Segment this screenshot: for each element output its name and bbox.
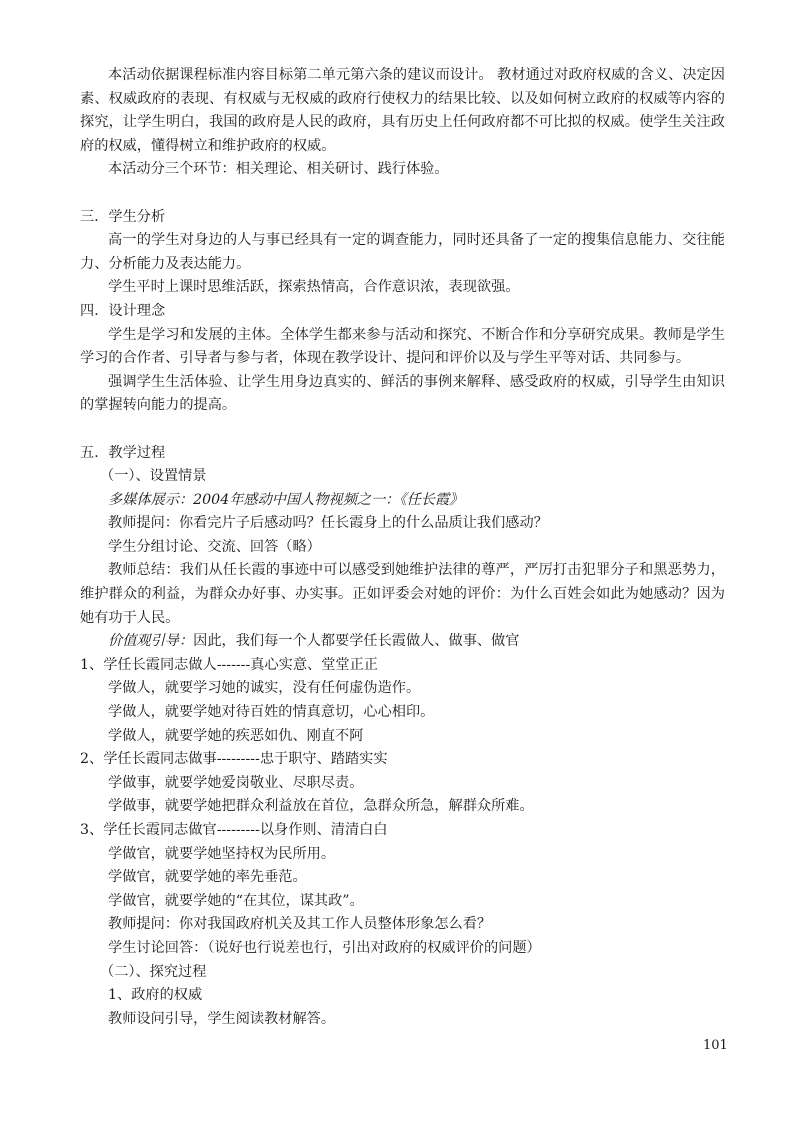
list-item-2-line: 学做事，就要学她爱岗敬业、尽职尽责。 — [108, 774, 364, 791]
section-3-paragraph-1: 高一的学生对身边的人与事已经具有一定的调查能力，同时还具备了一定的搜集信息能力、交往能力、分析能力及表达能力。 — [80, 232, 725, 272]
list-item-1-heading: 1、学任长霞同志做人-------真心实意、堂堂正正 — [80, 656, 378, 673]
section-3-heading: 三．学生分析 — [80, 208, 166, 225]
teacher-question-1: 教师提问：你看完片子后感动吗？任长霞身上的什么品质让我们感动？ — [108, 515, 548, 532]
subsection-2-heading: （二）、探究过程 — [100, 963, 207, 980]
intro-paragraph-2: 本活动分三个环节：相关理论、相关研讨、践行体验。 — [108, 161, 449, 178]
teacher-question-2: 教师提问：你对我国政府机关及其工作人员整体形象怎么看？ — [108, 916, 492, 933]
student-discussion: 学生分组讨论、交流、回答（略） — [108, 538, 321, 555]
value-guidance-label: 价值观引导： — [108, 633, 194, 650]
teacher-summary: 教师总结：我们从任长霞的事迹中可以感受到她维护法律的尊严，严厉打击犯罪分子和黑恶势力，维护群众的利益，为群众办好事、办实事。正如评委会对她的评价：为什么百姓会如此为她感动？因为她有功于人民。 — [80, 562, 725, 626]
multimedia-line: 多媒体展示：2004年感动中国人物视频之一：《任长霞》 — [108, 491, 464, 508]
list-item-1-line: 学做人，就要学习她的诚实，没有任何虚伪造作。 — [108, 680, 421, 697]
section-3-paragraph-2: 学生平时上课时思维活跃，探索热情高，合作意识浓，表现欲强。 — [108, 279, 520, 296]
page-body — [80, 64, 725, 1031]
value-guidance — [80, 630, 725, 654]
list-item-3-line: 学做官，就要学她的“在其位，谋其政”。 — [108, 892, 364, 909]
list-item-3-line: 学做官，就要学她的率先垂范。 — [108, 869, 307, 886]
list-item-3-heading: 3、学任长霞同志做官---------以身作则、清清白白 — [80, 822, 388, 838]
page-number: 101 — [703, 1038, 728, 1053]
section-4-heading: 四．设计理念 — [80, 302, 166, 319]
list-item-1-line: 学做人，就要学她对待百姓的情真意切，心心相印。 — [108, 704, 435, 721]
point-1-text: 教师设问引导，学生阅读教材解答。 — [108, 1010, 336, 1027]
student-answer: 学生讨论回答：（说好也行说差也行，引出对政府的权威评价的问题） — [108, 939, 541, 956]
spacer — [80, 418, 725, 442]
section-4-paragraph-1: 学生是学习和发展的主体。全体学生都来参与活动和探究、不断合作和分享研究成果。教师是学生学习的合作者、引导者与参与者，体现在教学设计、提问和评价以及与学生平等对话、共同参与。 — [80, 326, 725, 367]
point-1-heading: 1、政府的权威 — [108, 987, 203, 1004]
list-item-2-heading: 2、学任长霞同志做事---------忠于职守、踏踏实实 — [80, 751, 388, 768]
subsection-1-heading: （一）、设置情景 — [100, 468, 207, 485]
intro-paragraph-1: 本活动依据课程标准内容目标第二单元第六条的建议而设计。 教材通过对政府权威的含义、决定因素、权威政府的表现、有权威与无权威的政府行使权力的结果比较、以及如何树立政府的权威等内容的探究，让学生明白，我国的政府是人民的政府，具有历史上任何政府都不可比拟的权威。使学生关注政府的权威，懂得树立和维护政府的权威。 — [80, 67, 725, 154]
spacer — [80, 182, 725, 206]
list-item-1-line: 学做人，就要学她的疾恶如仇、刚直不阿 — [108, 727, 364, 744]
section-4-paragraph-2: 强调学生生活体验、让学生用身边真实的、鲜活的事例来解释、感受政府的权威，引导学生由知识的掌握转向能力的提高。 — [80, 373, 725, 414]
value-guidance-text: 因此，我们每一个人都要学任长霞做人、做事、做官 — [193, 633, 520, 650]
section-5-heading: 五．教学过程 — [80, 444, 166, 461]
list-item-2-line: 学做事，就要学她把群众利益放在首位，急群众所急，解群众所难。 — [108, 798, 534, 815]
list-item-3-line: 学做官，就要学她坚持权为民所用。 — [108, 845, 336, 862]
